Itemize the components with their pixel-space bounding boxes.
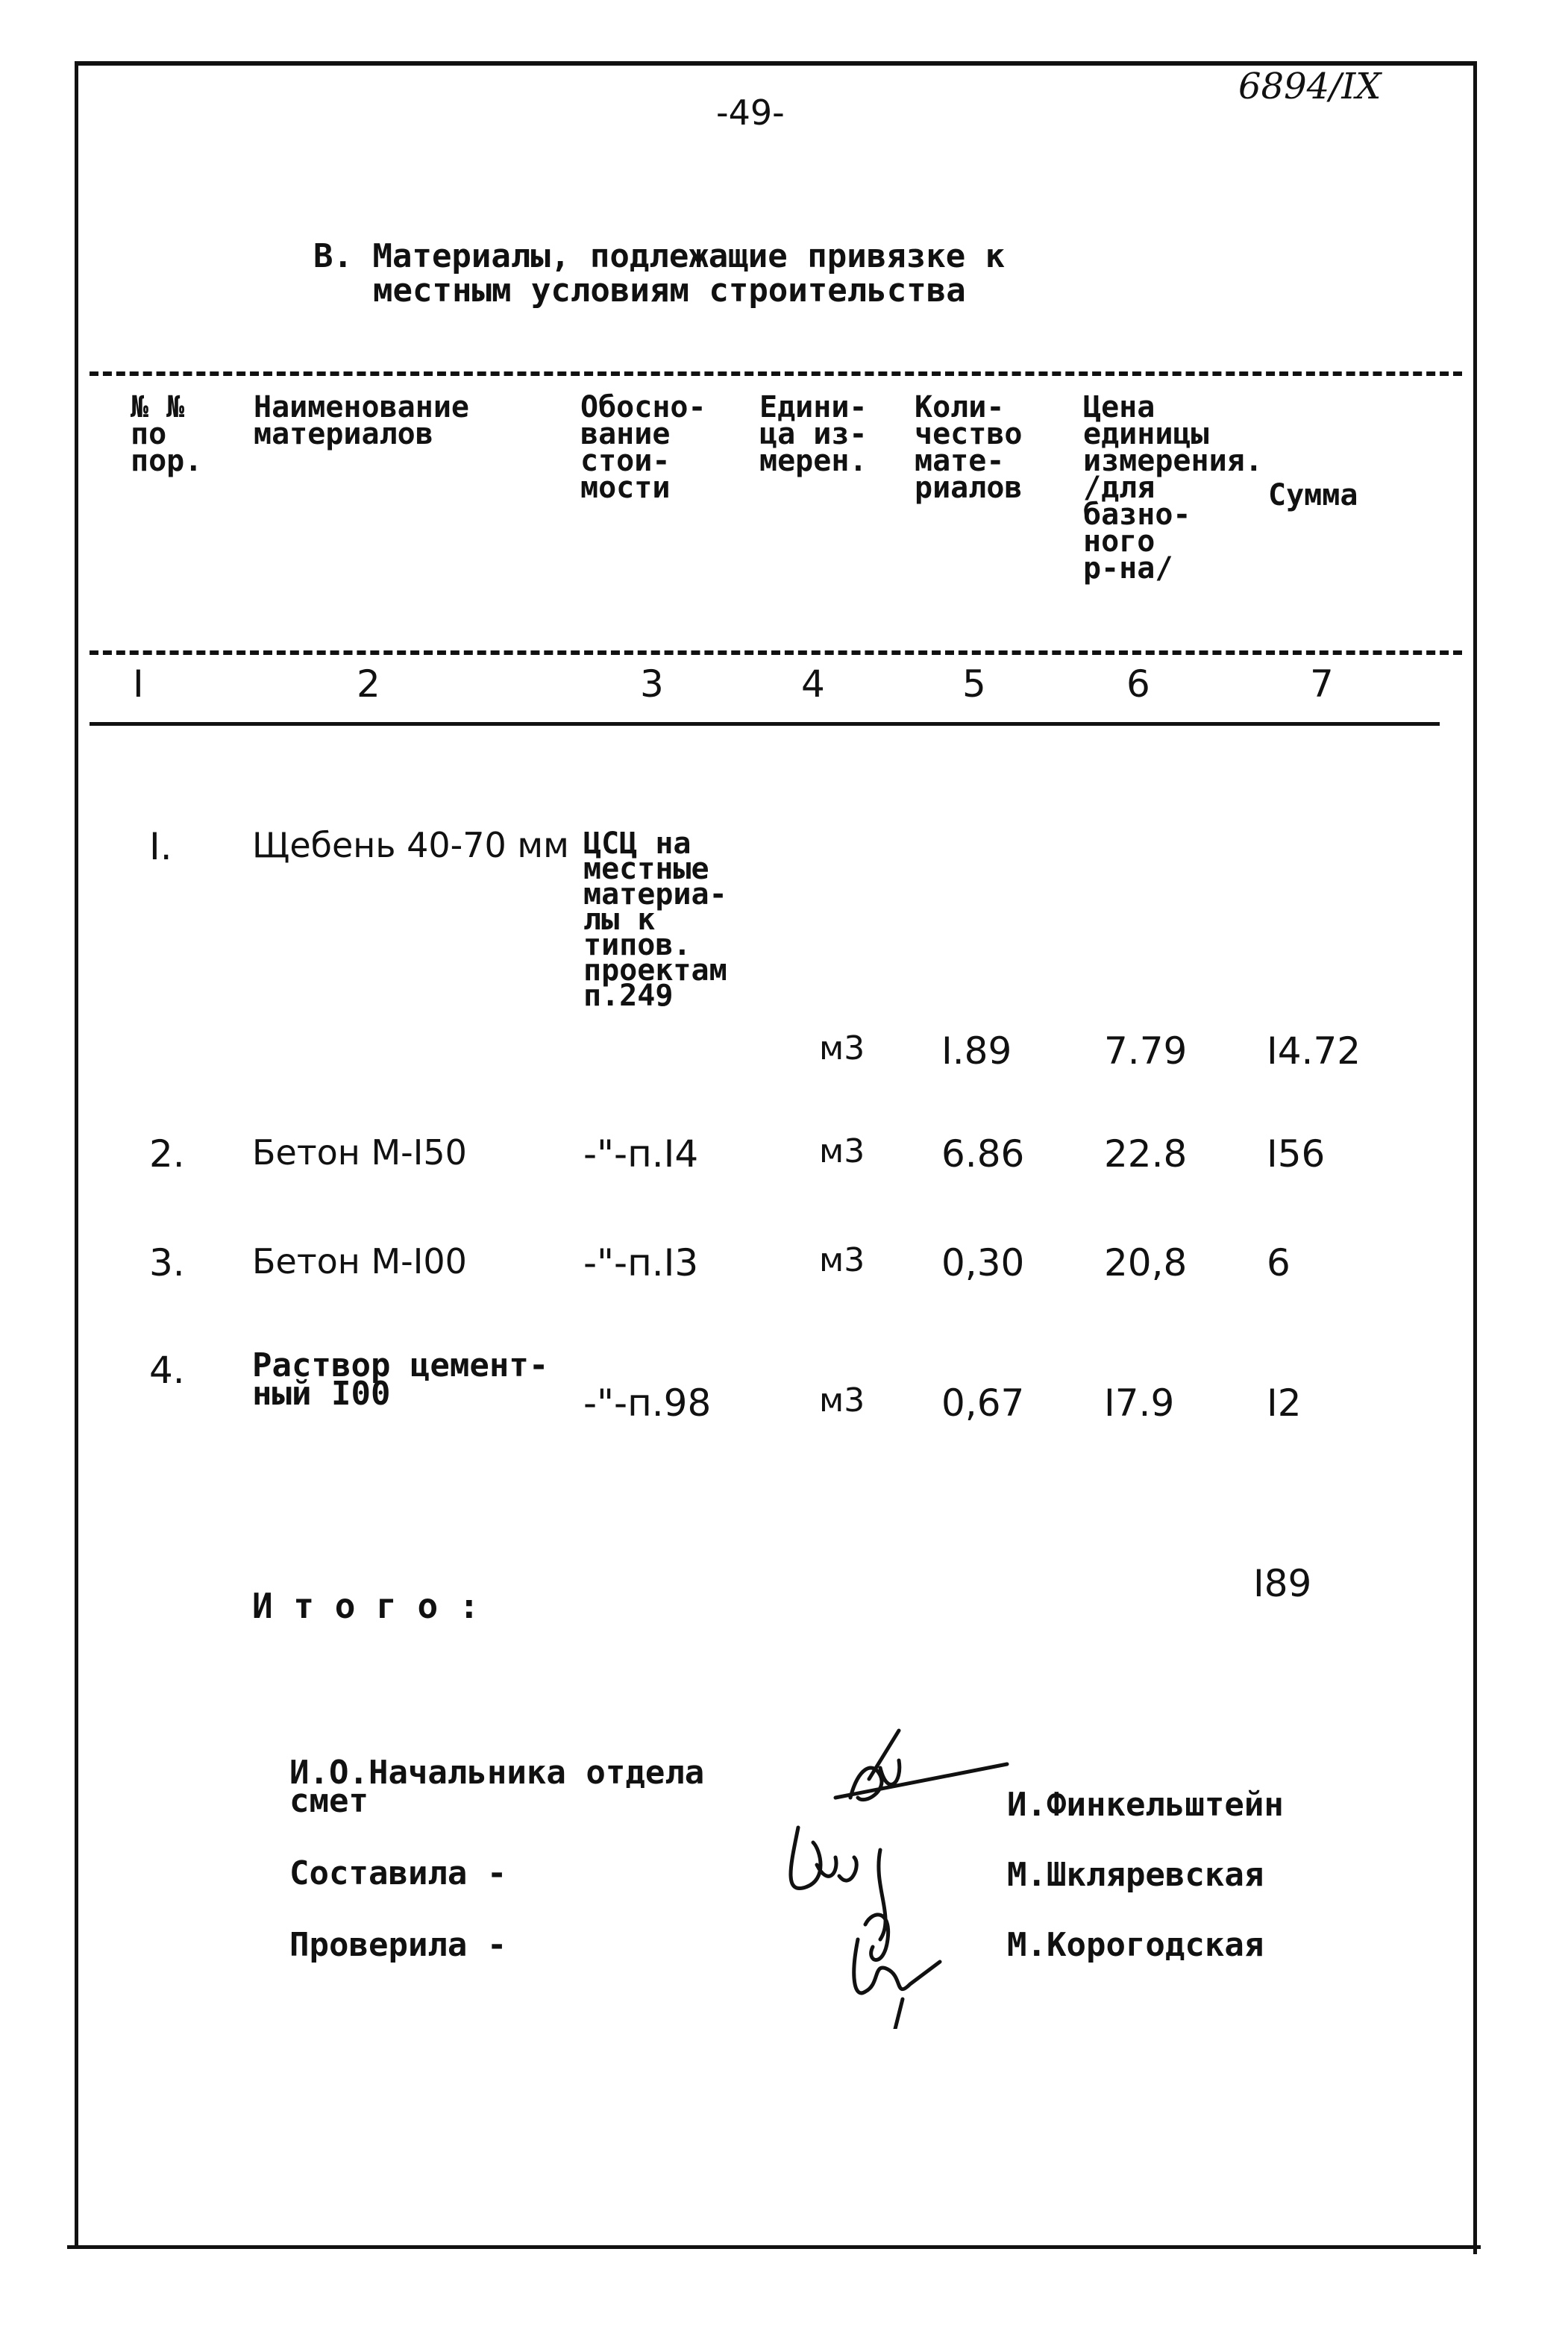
cost-basis: -"-п.I3 (583, 1241, 699, 1284)
material-name: Бетон М-I00 (252, 1241, 467, 1281)
col-header-number: № № по пор. (131, 390, 203, 478)
compiled-by-role: Составила - (289, 1854, 507, 1892)
unit-price: 7.79 (1104, 1029, 1188, 1073)
row-number: 3. (149, 1241, 185, 1284)
col-header-basis: Обосно- вание стои- мости (580, 390, 706, 505)
total-label: И т о г о : (252, 1586, 480, 1626)
col-header-name: Наименование материалов (254, 390, 469, 451)
unit: м3 (819, 1029, 865, 1067)
sum: 6 (1267, 1241, 1291, 1284)
frame-bottom-border (67, 2245, 1481, 2249)
column-number: 6 (1126, 662, 1150, 706)
quantity: 0,67 (941, 1381, 1025, 1425)
compiled-by-name: М.Шкляревская (1007, 1856, 1264, 1894)
sum: I56 (1267, 1132, 1326, 1176)
unit-price: 20,8 (1104, 1241, 1188, 1284)
col-header-unit: Едини- ца из- мерен. (759, 390, 868, 478)
sum: I4.72 (1267, 1029, 1361, 1073)
head-of-department-name: И.Финкельштейн (1007, 1786, 1284, 1824)
col-header-quantity: Коли- чество мате- риалов (915, 390, 1023, 505)
checked-by-name: М.Корогодская (1007, 1926, 1264, 1964)
column-number: 3 (640, 662, 664, 706)
unit: м3 (819, 1381, 865, 1419)
material-name: Щебень 40-70 мм (252, 825, 569, 865)
row-number: 2. (149, 1132, 185, 1176)
column-number: 5 (962, 662, 986, 706)
column-number: I (133, 662, 144, 706)
quantity: I.89 (941, 1029, 1012, 1073)
frame-right-border (1473, 61, 1477, 2254)
unit: м3 (819, 1132, 865, 1170)
row-number: I. (149, 825, 172, 868)
head-of-department-role: И.О.Начальника отдела смет (289, 1754, 705, 1820)
column-number: 7 (1310, 662, 1334, 706)
col-header-sum: Сумма (1268, 478, 1358, 512)
col-header-unit-price: Цена единицы измерения. /для базно- ного р-на/ (1083, 390, 1263, 586)
sum: I2 (1267, 1381, 1302, 1425)
total-value: I89 (1253, 1562, 1312, 1605)
section-title-line2: местным условиям строительства (373, 272, 966, 310)
table-top-dashed-rule (90, 371, 1462, 376)
unit-price: 22.8 (1104, 1132, 1188, 1176)
page-number: -49- (716, 92, 785, 133)
section-title-line1: В. Материалы, подлежащие привязке к (313, 237, 1006, 275)
frame-left-border (75, 61, 78, 2247)
archive-number: 6894/IX (1238, 66, 1382, 107)
handwritten-signatures (768, 1716, 1022, 2029)
table-body-rule (90, 722, 1440, 726)
unit: м3 (819, 1241, 865, 1279)
cost-basis: -"-п.98 (583, 1381, 712, 1425)
quantity: 6.86 (941, 1132, 1025, 1176)
unit-price: I7.9 (1104, 1381, 1175, 1425)
cost-basis: ЦСЦ на местные материа- лы к типов. проектам п.249 (583, 826, 727, 1013)
table-header-dashed-rule (90, 650, 1462, 655)
material-name: Раствор цемент- ный I00 (252, 1346, 549, 1413)
column-number: 2 (357, 662, 380, 706)
row-number: 4. (149, 1349, 185, 1392)
quantity: 0,30 (941, 1241, 1025, 1284)
column-number: 4 (801, 662, 825, 706)
cost-basis: -"-п.I4 (583, 1132, 699, 1176)
checked-by-role: Проверила - (289, 1926, 507, 1964)
material-name: Бетон М-I50 (252, 1132, 467, 1173)
